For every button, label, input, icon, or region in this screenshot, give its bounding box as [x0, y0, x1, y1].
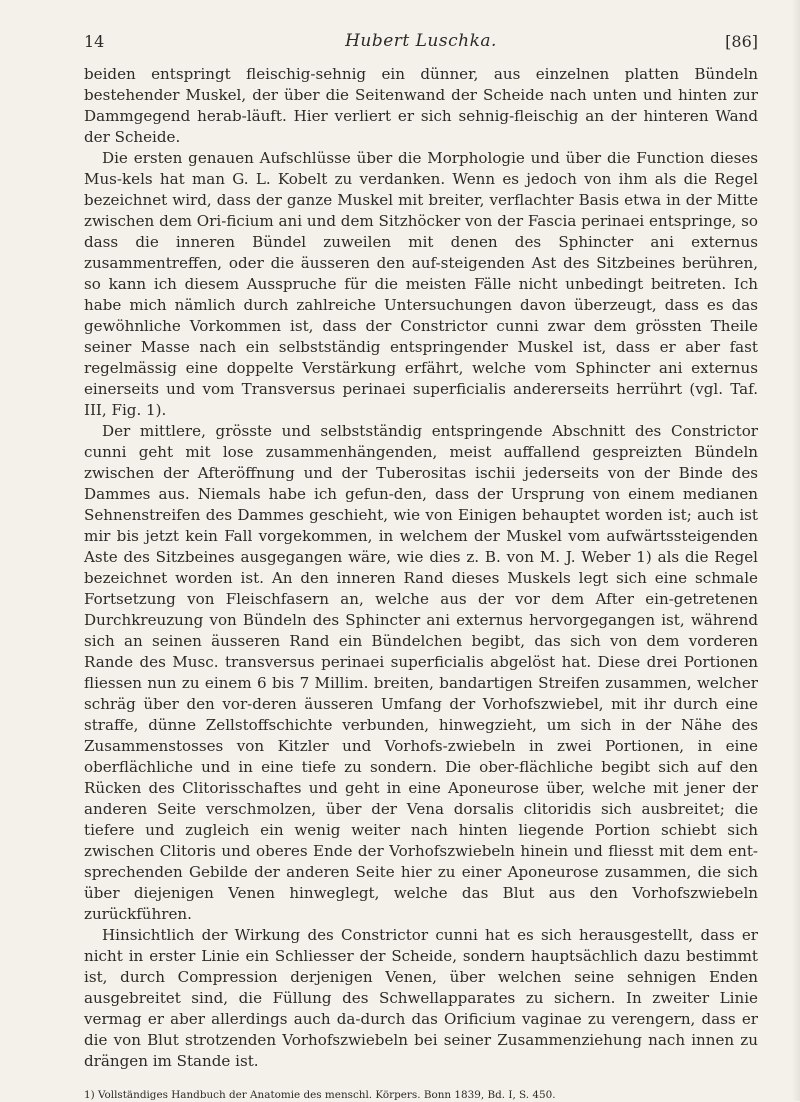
paragraph: Die ersten genauen Aufschlüsse über die Morphologie und über die Function dieses Mus-kels hat man G. L. Kobelt zu verdanken. Wenn es jedoch von ihm als die Regel bezeichnet wird, dass der ganze Muskel mit breiter, verflachter Basis etwa in der Mitte zwischen dem Ori-ficium ani und dem Sitzhöcker von der Fascia perinaei entspringe, so dass die inneren Bündel zuweilen mit denen des Sphincter ani externus zusammentreffen, oder die äusseren den auf-steigenden Ast des Sitzbeines berühren, so kann ich diesem Ausspruche für die meisten Fälle nicht unbedingt beitreten. Ich habe mich nämlich durch zahlreiche Untersuchungen davon überzeugt, dass es das gewöhnliche Vorkommen ist, dass der Constrictor cunni zwar dem grössten Theile seiner Masse nach ein selbstständig entspringender Muskel ist, dass er aber fast regelmässig eine doppelte Verstärkung erfährt, welche vom Sphincter ani externus einerseits und vom Transversus perinaei superficialis andererseits herrührt (vgl. Taf. III, Fig. 1). — [84, 149, 758, 419]
bracket-number: [86] — [725, 32, 758, 51]
page-edge-shadow — [792, 0, 800, 1101]
paragraph: beiden entspringt fleischig-sehnig ein dünner, aus einzelnen platten Bündeln bestehender Muskel, der über die Seitenwand der Scheide nach unten und hinten zur Dammgegend herab-läuft. Hier verliert er sich sehnig-fleischig an der hinteren Wand der Scheide. — [84, 65, 758, 146]
page-number: 14 — [84, 32, 105, 51]
page — [84, 30, 758, 1102]
body-text — [84, 64, 758, 1072]
running-title: Hubert Luschka. — [345, 31, 497, 51]
paragraph: Hinsichtlich der Wirkung des Constrictor cunni hat es sich herausgestellt, dass er nicht in erster Linie ein Schliesser der Scheide, sondern hauptsächlich dazu bestimmt ist, durch Compression derjenigen Venen, über welchen seine sehnigen Enden ausgebreitet sind, die Füllung des Schwellapparates zu sichern. In zweiter Linie vermag er aber allerdings auch da-durch das Orificium vaginae zu verengern, dass er die von Blut strotzenden Vorhofszwiebeln bei seiner Zusammenziehung nach innen zu drängen im Stande ist. — [84, 926, 758, 1070]
running-head — [84, 30, 758, 56]
paragraph: Der mittlere, grösste und selbstständig entspringende Abschnitt des Constrictor cunni geht mit lose zusammenhängenden, meist auffallend gespreizten Bündeln zwischen der Afteröffnung und der Tuberositas ischii jederseits von der Binde des Dammes aus. Niemals habe ich gefun-den, dass der Ursprung von einem medianen Sehnenstreifen des Dammes geschieht, wie von Einigen behauptet worden ist; auch ist mir bis jetzt kein Fall vorgekommen, in welchem der Muskel vom aufwärtssteigenden Aste des Sitzbeines ausgegangen wäre, wie dies z. B. von M. J. Weber 1) als die Regel bezeichnet worden ist. An den inneren Rand dieses Muskels legt sich eine schmale Fortsetzung von Fleischfasern an, welche aus der vor dem After ein-getretenen Durchkreuzung von Bündeln des Sphincter ani externus hervorgegangen ist, während sich an seinen äusseren Rand ein Bündelchen begibt, das sich von dem vorderen Rande des Musc. transversus perinaei superficialis abgelöst hat. Diese drei Portionen fliessen nun zu einem 6 bis 7 Millim. breiten, bandartigen Streifen zusammen, welcher schräg über den vor-deren äusseren Umfang der Vorhofszwiebel, mit ihr durch eine straffe, dünne Zellstoffschichte verbunden, hinwegzieht, um sich in der Nähe des Zusammenstosses von Kitzler und Vorhofs-zwiebeln in zwei Portionen, in eine oberflächliche und in eine tiefe zu sondern. Die ober-flächliche begibt sich auf den Rücken des Clitorisschaftes und geht in eine Aponeurose über, welche mit jener der anderen Seite verschmolzen, über der Vena dorsalis clitoridis sich ausbreitet; die tiefere und zugleich ein wenig weiter nach hinten liegende Portion schiebt sich zwischen Clitoris und oberes Ende der Vorhofszwiebeln hinein und fliesst mit dem ent-sprechenden Gebilde der anderen Seite hier zu einer Aponeurose zusammen, die sich über diejenigen Venen hinweglegt, welche das Blut aus den Vorhofszwiebeln zurückführen. — [84, 422, 758, 923]
footnote: 1) Vollständiges Handbuch der Anatomie des menschl. Körpers. Bonn 1839, Bd. I, S. 450. — [84, 1089, 556, 1101]
